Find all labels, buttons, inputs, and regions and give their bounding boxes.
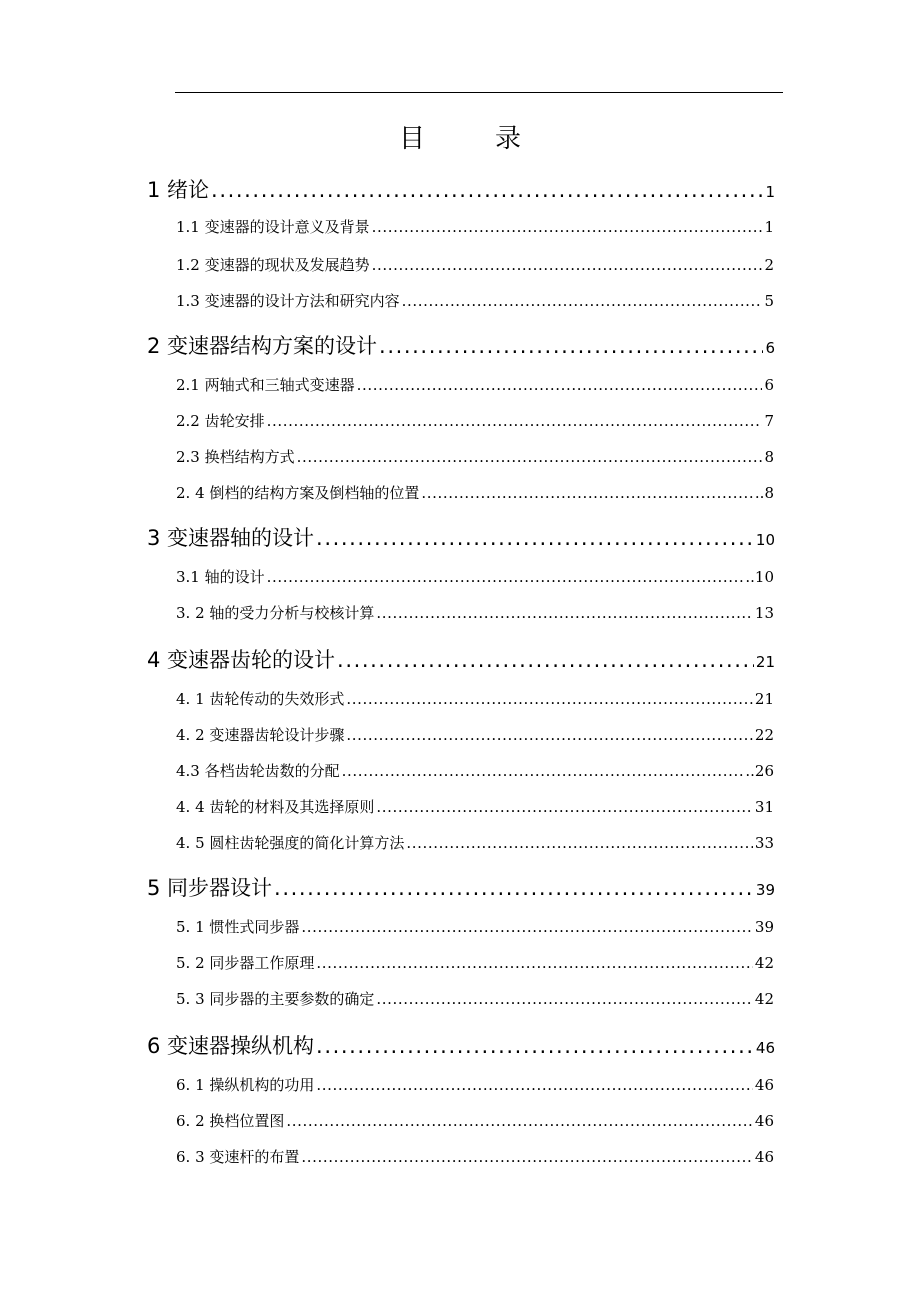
toc-dot-leader bbox=[376, 990, 753, 1008]
toc-entry-label: 4. 4 齿轮的材料及其选择原则 bbox=[176, 798, 375, 816]
toc-section-entry[interactable] bbox=[176, 1074, 774, 1095]
toc-dot-leader bbox=[301, 918, 753, 936]
toc-page-number: ..10 bbox=[745, 568, 774, 586]
toc-page-number: 21 bbox=[755, 653, 775, 671]
toc-section-entry[interactable] bbox=[176, 760, 774, 781]
toc-dot-leader bbox=[421, 484, 753, 502]
toc-dot-leader bbox=[301, 1148, 753, 1166]
toc-page-number: 2 bbox=[764, 256, 774, 274]
toc-entry-label: 1 绪论 bbox=[147, 178, 210, 202]
toc-dot-leader bbox=[316, 954, 753, 972]
toc-chapter-entry[interactable] bbox=[147, 174, 775, 204]
toc-section-entry[interactable] bbox=[176, 1110, 774, 1131]
toc-entry-label: 5. 1 惯性式同步器 bbox=[176, 918, 300, 936]
toc-entry-label: 2. 4 倒档的结构方案及倒档轴的位置 bbox=[176, 484, 420, 502]
toc-dot-leader bbox=[357, 376, 763, 394]
toc-entry-label: 2 变速器结构方案的设计 bbox=[147, 334, 378, 358]
toc-entry-label: 2.3 换档结构方式 bbox=[176, 448, 295, 466]
toc-page-number: 42 bbox=[754, 990, 774, 1008]
toc-entry-label: 1.2 变速器的现状及发展趋势 bbox=[176, 256, 370, 274]
toc-page-number: 21 bbox=[754, 690, 774, 708]
toc-dot-leader bbox=[402, 292, 763, 310]
toc-entry-label: 4 变速器齿轮的设计 bbox=[147, 648, 336, 672]
toc-section-entry[interactable] bbox=[176, 446, 774, 467]
toc-page-number: 39 bbox=[754, 918, 774, 936]
toc-section-entry[interactable] bbox=[176, 916, 774, 937]
toc-entry-label: 3 变速器轴的设计 bbox=[147, 526, 315, 550]
toc-entry-label: 2.2 齿轮安排 bbox=[176, 412, 265, 430]
toc-entry-label: 4. 5 圆柱齿轮强度的简化计算方法 bbox=[176, 834, 405, 852]
toc-section-entry[interactable] bbox=[176, 952, 774, 973]
toc-page-number: 1 bbox=[764, 218, 774, 236]
toc-entry-label: 6. 3 变速杆的布置 bbox=[176, 1148, 300, 1166]
toc-page-number: 46 bbox=[754, 1112, 774, 1130]
toc-section-entry[interactable] bbox=[176, 988, 774, 1009]
toc-section-entry[interactable] bbox=[176, 290, 774, 311]
toc-section-entry[interactable] bbox=[176, 374, 774, 395]
toc-entry-label: 4. 1 齿轮传动的失效形式 bbox=[176, 690, 345, 708]
toc-entry-label: 6. 2 换档位置图 bbox=[176, 1112, 285, 1130]
toc-page-number: 46 bbox=[755, 1039, 775, 1057]
toc-chapter-entry[interactable] bbox=[147, 644, 775, 674]
toc-section-entry[interactable] bbox=[176, 1146, 774, 1167]
toc-page-number: 6 bbox=[764, 376, 774, 394]
toc-dot-leader bbox=[342, 762, 744, 780]
toc-page-number: 46 bbox=[754, 1148, 774, 1166]
toc-dot-leader bbox=[316, 1076, 753, 1094]
toc-page-number: 1 bbox=[765, 183, 775, 201]
toc-entry-label: 4. 2 变速器齿轮设计步骤 bbox=[176, 726, 345, 744]
toc-page-number: ..26 bbox=[745, 762, 774, 780]
toc-dot-leader bbox=[346, 690, 753, 708]
toc-dot-leader bbox=[274, 876, 754, 900]
toc-page-number: 6 bbox=[765, 339, 775, 357]
toc-page-number: 39 bbox=[755, 881, 775, 899]
toc-dot-leader bbox=[316, 1034, 754, 1058]
toc-dot-leader bbox=[346, 726, 753, 744]
toc-dot-leader bbox=[267, 568, 744, 586]
toc-page-number: 42 bbox=[754, 954, 774, 972]
toc-section-entry[interactable] bbox=[176, 724, 774, 745]
toc-page-number: 5 bbox=[764, 292, 774, 310]
toc-section-entry[interactable] bbox=[176, 566, 774, 587]
toc-dot-leader bbox=[376, 604, 753, 622]
toc-chapter-entry[interactable] bbox=[147, 330, 775, 360]
header-rule bbox=[175, 92, 783, 93]
toc-dot-leader bbox=[267, 412, 763, 430]
toc-entry-label: 3. 2 轴的受力分析与校核计算 bbox=[176, 604, 375, 622]
toc-entry-label: 4.3 各档齿轮齿数的分配 bbox=[176, 762, 340, 780]
toc-dot-leader bbox=[379, 334, 763, 358]
toc-title: 目 录 bbox=[398, 124, 543, 154]
toc-section-entry[interactable] bbox=[176, 216, 774, 237]
toc-dot-leader bbox=[297, 448, 763, 466]
toc-chapter-entry[interactable] bbox=[147, 1030, 775, 1060]
toc-page-number: 33 bbox=[754, 834, 774, 852]
toc-section-entry[interactable] bbox=[176, 796, 774, 817]
toc-entry-label: 5 同步器设计 bbox=[147, 876, 273, 900]
toc-section-entry[interactable] bbox=[176, 832, 774, 853]
toc-dot-leader bbox=[337, 648, 754, 672]
toc-page-number: ..8 bbox=[754, 484, 774, 502]
toc-page-number: 31 bbox=[754, 798, 774, 816]
toc-section-entry[interactable] bbox=[176, 410, 774, 431]
toc-dot-leader bbox=[211, 178, 763, 202]
toc-entry-label: 2.1 两轴式和三轴式变速器 bbox=[176, 376, 355, 394]
toc-entry-label: 6 变速器操纵机构 bbox=[147, 1034, 315, 1058]
toc-page-number: 13 bbox=[754, 604, 774, 622]
toc-entry-label: 5. 2 同步器工作原理 bbox=[176, 954, 315, 972]
toc-chapter-entry[interactable] bbox=[147, 522, 775, 552]
toc-dot-leader bbox=[286, 1112, 753, 1130]
toc-dot-leader bbox=[406, 834, 753, 852]
toc-dot-leader bbox=[372, 256, 763, 274]
toc-page-number: 8 bbox=[764, 448, 774, 466]
toc-entry-label: 5. 3 同步器的主要参数的确定 bbox=[176, 990, 375, 1008]
toc-dot-leader bbox=[372, 218, 763, 236]
toc-entry-label: 1.3 变速器的设计方法和研究内容 bbox=[176, 292, 400, 310]
toc-entry-label: 6. 1 操纵机构的功用 bbox=[176, 1076, 315, 1094]
toc-entry-label: 3.1 轴的设计 bbox=[176, 568, 265, 586]
toc-section-entry[interactable] bbox=[176, 254, 774, 275]
toc-page-number: 22 bbox=[754, 726, 774, 744]
toc-page-number: 10 bbox=[755, 531, 775, 549]
toc-chapter-entry[interactable] bbox=[147, 872, 775, 902]
toc-section-entry[interactable] bbox=[176, 482, 774, 503]
toc-section-entry[interactable] bbox=[176, 602, 774, 623]
toc-dot-leader bbox=[376, 798, 753, 816]
toc-page-number: 7 bbox=[764, 412, 774, 430]
toc-entry-label: 1.1 变速器的设计意义及背景 bbox=[176, 218, 370, 236]
toc-dot-leader bbox=[316, 526, 754, 550]
toc-section-entry[interactable] bbox=[176, 688, 774, 709]
toc-page-number: 46 bbox=[754, 1076, 774, 1094]
